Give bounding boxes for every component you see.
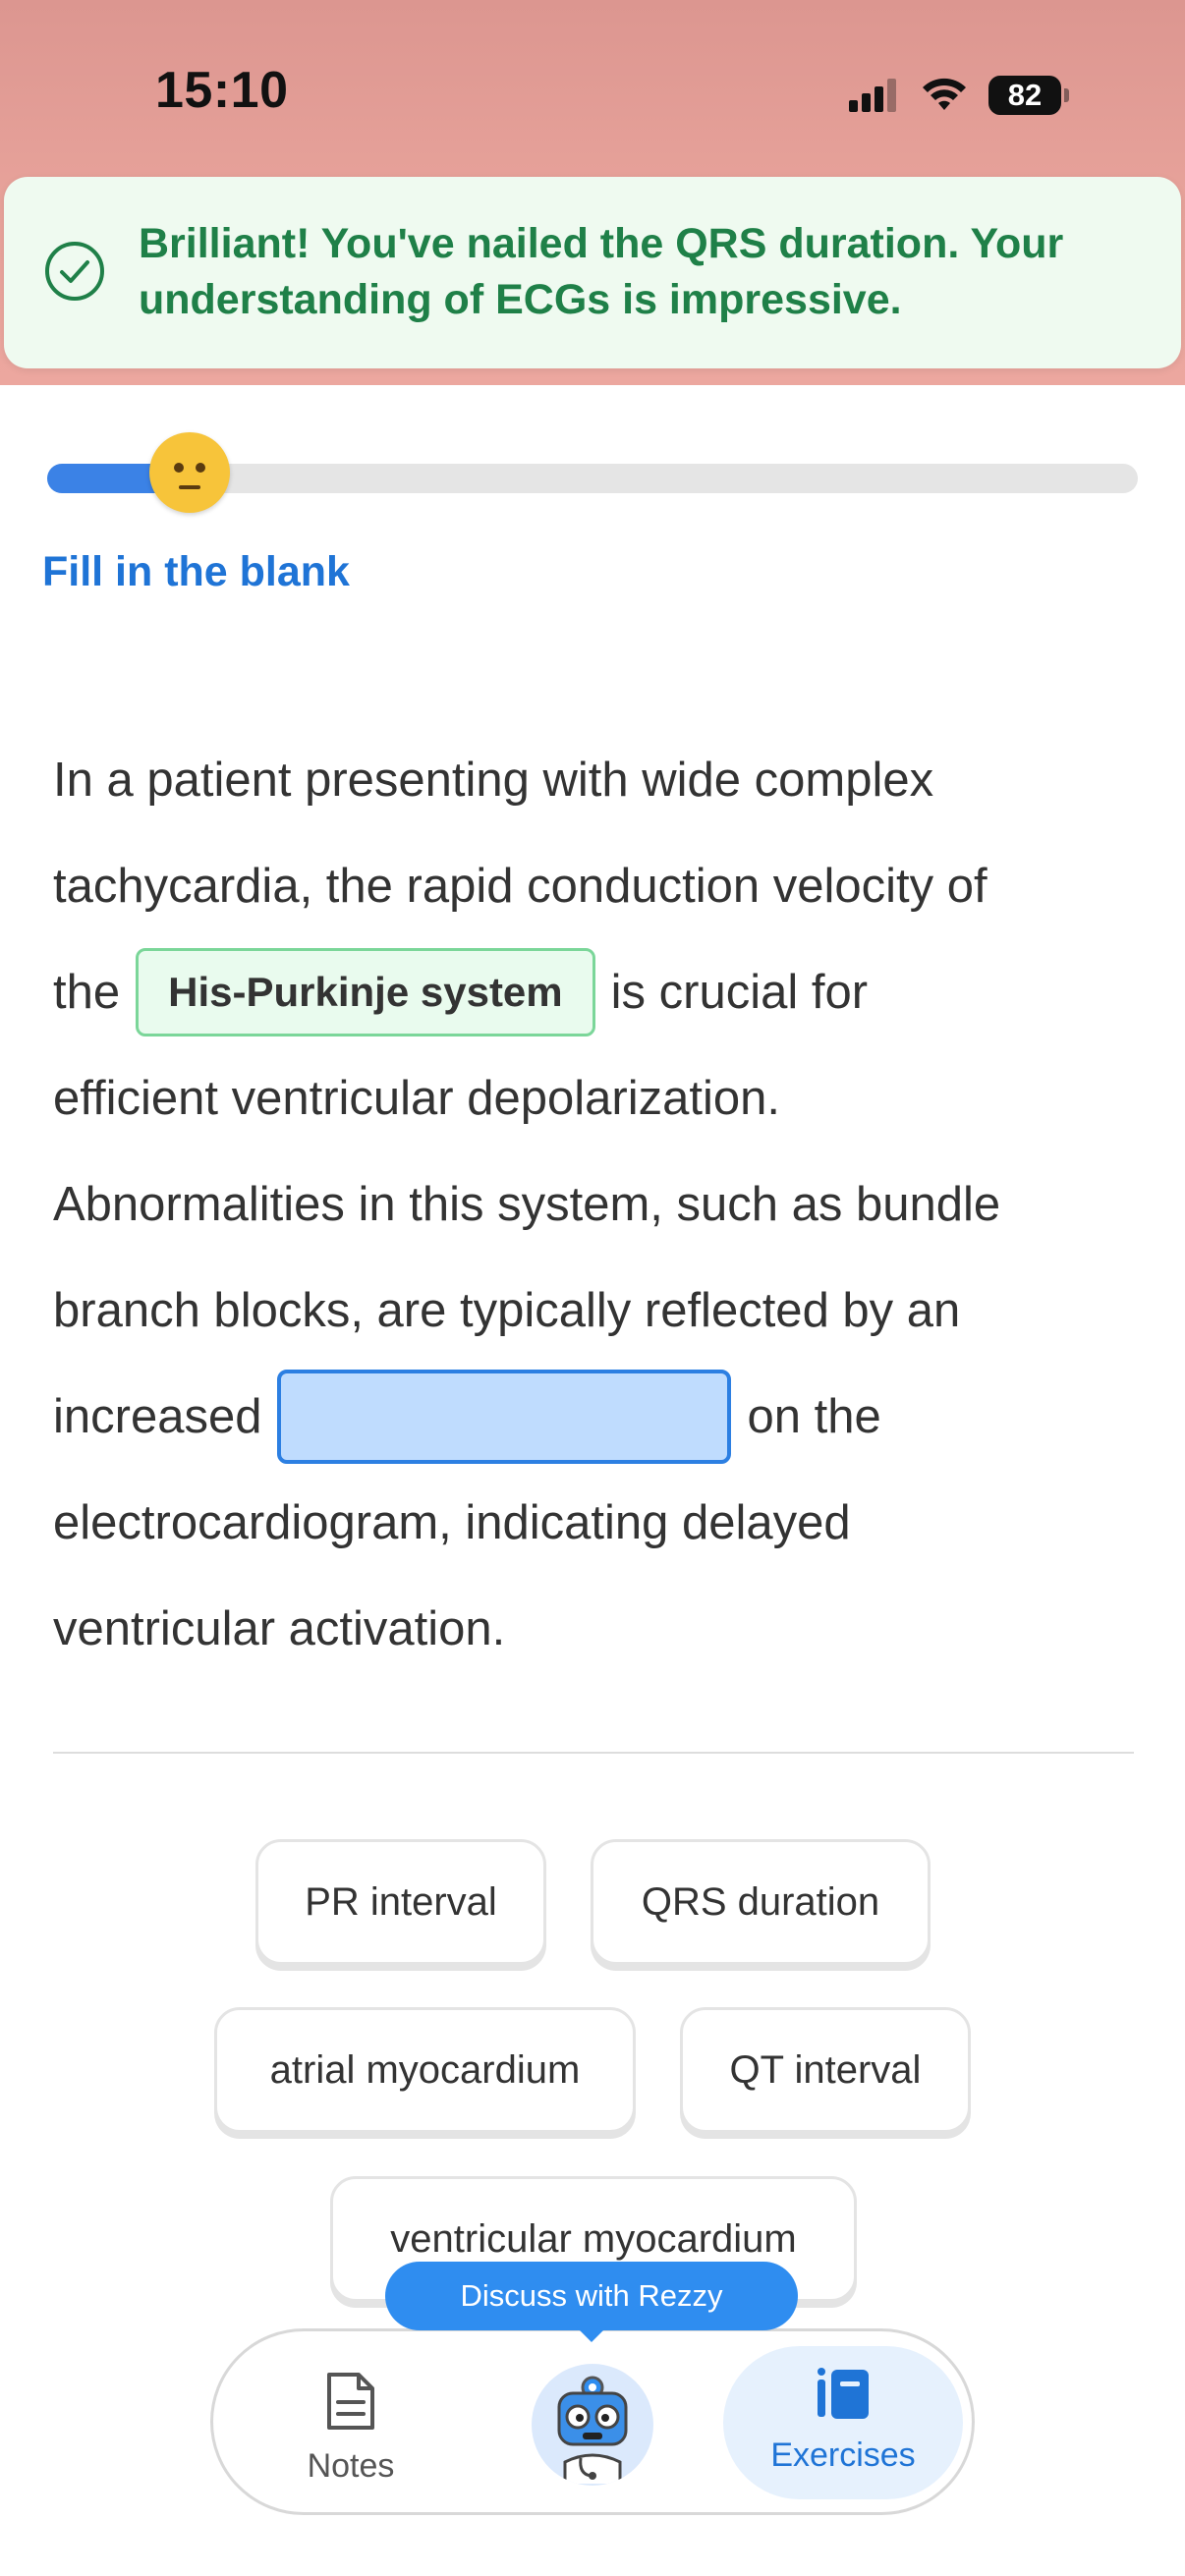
question-text — [53, 727, 1144, 1682]
nav-notes-label: Notes — [307, 2447, 395, 2485]
status-bar — [0, 0, 1185, 167]
question-line: efficient ventricular depolarization. — [53, 1072, 780, 1125]
check-circle-icon — [43, 240, 106, 303]
option-atrial-myocardium[interactable]: atrial myocardium — [214, 2007, 636, 2133]
wifi-icon — [920, 77, 969, 114]
nav-notes[interactable] — [292, 2371, 410, 2489]
divider — [53, 1752, 1134, 1754]
document-icon — [323, 2371, 378, 2432]
question-line: In a patient presenting with wide complex — [53, 754, 934, 807]
battery-indicator: 82 — [988, 76, 1061, 115]
question-line: branch blocks, are typically reflected by an — [53, 1284, 961, 1337]
cellular-signal-icon — [849, 79, 900, 112]
option-qt-interval[interactable]: QT interval — [680, 2007, 971, 2133]
question-line: Abnormalities in this system, such as bundle — [53, 1178, 1001, 1231]
option-qrs-duration[interactable]: QRS duration — [591, 1839, 931, 1965]
question-line: the — [53, 966, 121, 1019]
filled-blank[interactable]: His-Purkinje system — [136, 948, 595, 1036]
empty-blank[interactable] — [277, 1370, 731, 1464]
exercise-type-label: Fill in the blank — [42, 548, 350, 595]
option-pr-interval[interactable]: PR interval — [255, 1839, 546, 1965]
nav-exercises-label: Exercises — [770, 2436, 916, 2474]
bottom-navigation — [210, 2328, 975, 2515]
toast-message: Brilliant! You've nailed the QRS duration. Your understanding of ECGs is impressive. — [139, 220, 1064, 323]
question-line: on the — [747, 1390, 881, 1443]
notebook-icon — [814, 2368, 873, 2423]
question-line: ventricular activation. — [53, 1602, 506, 1655]
rezzy-avatar-button[interactable] — [532, 2364, 653, 2486]
neutral-face-emoji-icon — [149, 432, 230, 513]
nav-exercises[interactable] — [723, 2346, 963, 2499]
discuss-with-rezzy-button[interactable]: Discuss with Rezzy — [385, 2262, 798, 2330]
question-line: electrocardiogram, indicating delayed — [53, 1496, 851, 1549]
success-toast — [4, 177, 1181, 368]
question-line: is crucial for — [610, 966, 869, 1019]
status-time: 15:10 — [155, 62, 289, 119]
question-line: tachycardia, the rapid conduction velocity of — [53, 860, 988, 913]
option-ventricular-myocardium[interactable]: ventricular myocardium — [330, 2176, 857, 2302]
status-icons — [849, 71, 1061, 120]
question-line: increased — [53, 1390, 262, 1443]
discuss-pointer — [576, 2326, 607, 2342]
robot-doctor-icon — [532, 2364, 653, 2486]
